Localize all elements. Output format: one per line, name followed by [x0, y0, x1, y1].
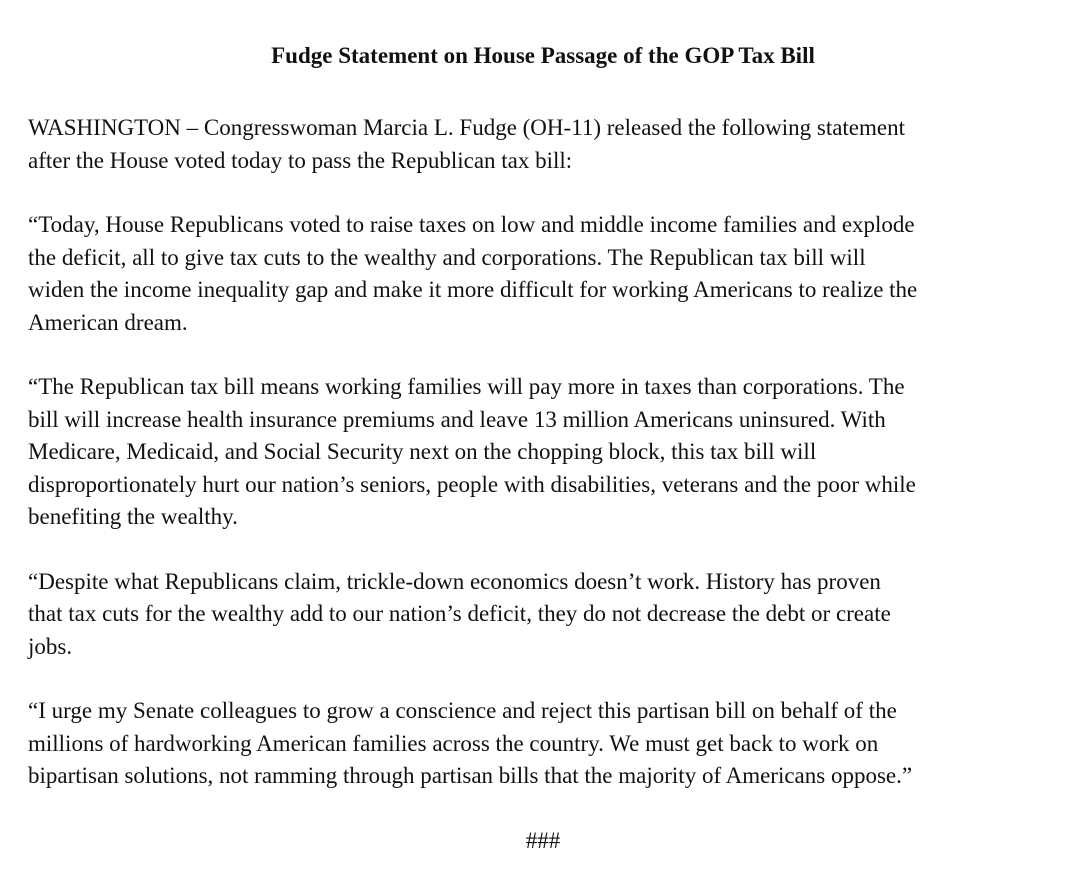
paragraph-quote-1: “Today, House Republicans voted to raise taxes on low and middle income families and explode the deficit, all to give tax cuts to the wealthy and corporations. The Republican tax bill will widen the income inequality gap and make it more difficult for working Americans to realize the American dream.: [28, 212, 918, 335]
end-mark: ###: [525, 827, 561, 853]
paragraph-intro: WASHINGTON – Congresswoman Marcia L. Fudge (OH-11) released the following statement after the House voted today to pass the Republican tax bill:: [28, 115, 905, 173]
paragraph-quote-3: “Despite what Republicans claim, trickle-down economics doesn’t work. History has proven that tax cuts for the wealthy add to our nation’s deficit, they do not decrease the debt or create jobs.: [28, 568, 891, 659]
paragraph-quote-2: “The Republican tax bill means working families will pay more in taxes than corporations. The bill will increase health insurance premiums and leave 13 million Americans uninsured. With Medicare, Medicaid, and Social Security next on the chopping block, this tax bill will disproportionately hurt our nation’s seniors, people with disabilities, veterans and the poor while benefiting the wealthy.: [28, 374, 916, 529]
press-release: [28, 40, 1058, 857]
paragraph-quote-4: “I urge my Senate colleagues to grow a conscience and reject this partisan bill on behalf of the millions of hardworking American families across the country. We must get back to work on bipartisan solutions, not ramming through partisan bills that the majority of Americans oppose.”: [28, 698, 913, 788]
page-title: Fudge Statement on House Passage of the GOP Tax Bill: [271, 43, 815, 68]
